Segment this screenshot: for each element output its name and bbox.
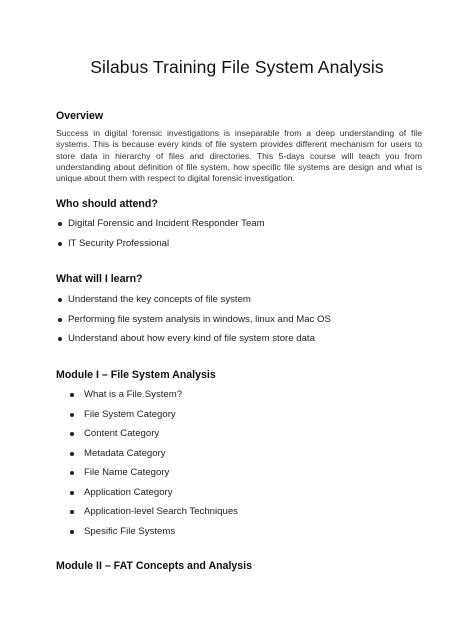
bullet-icon — [70, 452, 74, 456]
what-will-i-learn-heading: What will I learn? — [56, 273, 143, 285]
module-1-heading: Module I – File System Analysis — [56, 369, 216, 381]
bullet-icon — [70, 491, 74, 495]
bullet-icon — [70, 530, 74, 534]
overview-paragraph: Success in digital forensic investigations is inseparable from a deep understanding of file systems. This is because every kinds of file system provides different mechanism for users to store data in hierarchy of files and directories. This 5-days course will teach you from understanding about definition of file system, how specific file systems are design and what is unique about them with respect to digital forensic investigation. — [56, 128, 422, 184]
overview-heading: Overview — [56, 110, 104, 122]
bullet-icon — [58, 242, 62, 246]
bullet-icon — [70, 413, 74, 417]
bullet-icon — [70, 510, 74, 514]
list-item-text: Performing file system analysis in windows, linux and Mac OS — [68, 313, 331, 325]
bullet-icon — [70, 471, 74, 475]
module-2-heading: Module II – FAT Concepts and Analysis — [56, 560, 253, 572]
list-item-text: Understand the key concepts of file system — [68, 294, 251, 305]
bullet-icon — [58, 298, 62, 302]
list-item-text: File System Category — [84, 408, 176, 420]
list-item-text: IT Security Professional — [68, 237, 170, 249]
list-item-text: What is a File System? — [84, 389, 183, 400]
bullet-icon — [70, 432, 74, 436]
list-item-text: Metadata Category — [84, 447, 166, 459]
list-item-text: Understand about how every kind of file system store data — [68, 333, 315, 344]
bullet-icon — [58, 318, 62, 322]
list-item-text: Spesific File Systems — [84, 525, 176, 537]
list-item-text: Application Category — [84, 486, 173, 498]
bullet-icon — [70, 393, 74, 397]
list-item-text: Content Category — [84, 428, 160, 439]
bullet-icon — [58, 222, 62, 226]
list-item-text: Digital Forensic and Incident Responder Team — [68, 218, 265, 229]
bullet-icon — [58, 337, 62, 341]
list-item-text: Application-level Search Techniques — [84, 506, 238, 517]
who-should-attend-heading: Who should attend? — [56, 198, 158, 210]
document-title: Silabus Training File System Analysis — [90, 57, 384, 77]
list-item-text: File Name Category — [84, 467, 170, 478]
